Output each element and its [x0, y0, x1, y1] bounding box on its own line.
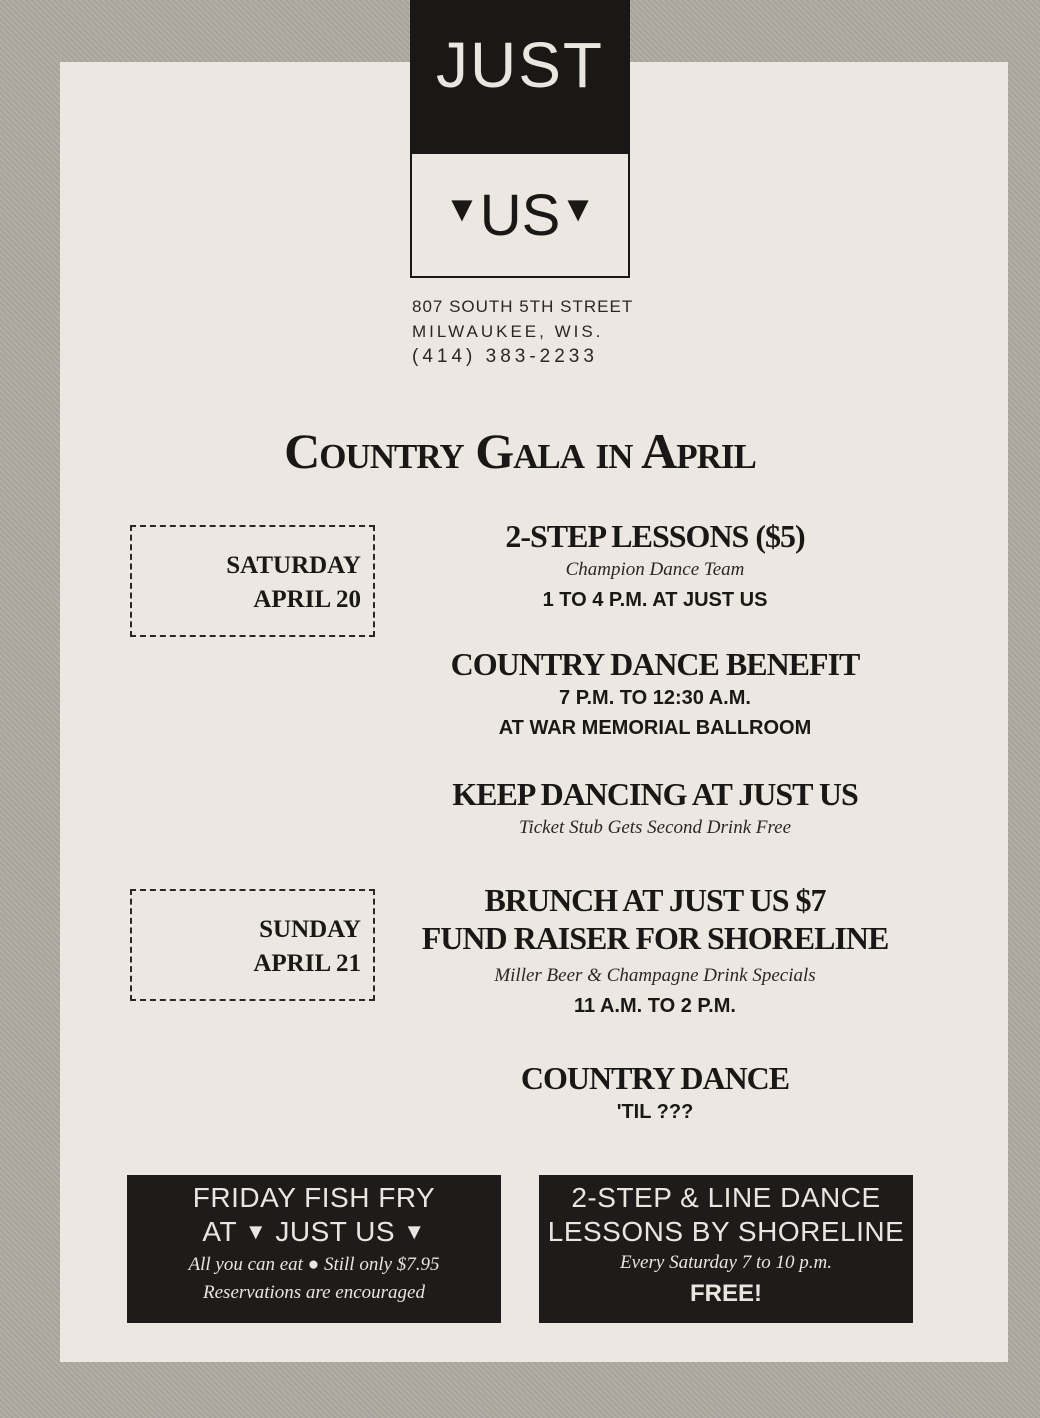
bullet-icon: ●	[307, 1254, 320, 1275]
event-time: 7 P.M. TO 12:30 A.M.	[559, 687, 751, 709]
date-box-saturday	[130, 525, 375, 637]
panel-free-text: FREE!	[690, 1280, 762, 1307]
panel-price-text: Still only $7.95	[323, 1254, 440, 1275]
event-title: COUNTRY DANCE	[520, 1060, 790, 1096]
panel-schedule: Every Saturday 7 to 10 p.m.	[620, 1252, 832, 1273]
address-phone: (414) 383-2233	[412, 346, 598, 367]
event-title: BRUNCH AT JUST US $7	[484, 882, 826, 918]
lessons-panel	[539, 1175, 913, 1323]
triangle-down-icon: ▼	[560, 188, 596, 229]
triangle-down-icon: ▼	[244, 1219, 268, 1244]
just-us-logo	[410, 0, 630, 278]
address-city: MILWAUKEE, WIS.	[412, 322, 604, 341]
address-street: 807 SOUTH 5TH STREET	[412, 297, 634, 316]
event-title: 2-STEP LESSONS ($5)	[505, 518, 805, 554]
event-time: 1 TO 4 P.M. AT JUST US	[542, 589, 768, 611]
event-brunch	[400, 881, 910, 1021]
panel-reservations: Reservations are encouraged	[203, 1282, 425, 1303]
triangle-down-icon: ▼	[403, 1219, 426, 1244]
event-subtitle: Champion Dance Team	[565, 559, 745, 580]
event-time: 'TIL ???	[616, 1101, 694, 1123]
event-location: AT WAR MEMORIAL BALLROOM	[498, 717, 812, 739]
event-subtitle: Miller Beer & Champagne Drink Specials	[494, 965, 816, 986]
event-subtitle: Ticket Stub Gets Second Drink Free	[518, 817, 792, 838]
logo-just-text: JUST	[436, 29, 604, 101]
fish-fry-panel	[127, 1175, 501, 1323]
date-day: SATURDAY	[226, 552, 361, 579]
event-country-dance	[400, 1059, 910, 1127]
panel-heading-2	[127, 1215, 501, 1251]
event-keep-dancing	[400, 775, 910, 843]
panel-venue-text: JUST US	[275, 1216, 396, 1247]
event-2step-lessons	[400, 517, 910, 615]
address-block	[412, 294, 672, 369]
logo-bottom-block	[412, 154, 628, 276]
panel-heading: FRIDAY FISH FRY	[192, 1182, 436, 1213]
event-title: KEEP DANCING AT JUST US	[452, 776, 858, 812]
date-day: SUNDAY	[259, 916, 361, 943]
panel-heading-2: LESSONS BY SHORELINE	[547, 1216, 905, 1247]
event-title: COUNTRY DANCE BENEFIT	[450, 646, 860, 682]
panel-offer	[127, 1251, 501, 1279]
date-box-sunday	[130, 889, 375, 1001]
date-date: APRIL 20	[253, 586, 361, 613]
page-title: Country Gala in April	[284, 423, 756, 479]
date-date: APRIL 21	[253, 950, 361, 977]
panel-at-text: AT	[202, 1216, 237, 1247]
panel-offer-text: All you can eat	[188, 1254, 303, 1275]
event-time: 11 A.M. TO 2 P.M.	[574, 995, 736, 1017]
logo-us-text: US	[479, 182, 561, 248]
event-title-2: FUND RAISER FOR SHORELINE	[421, 920, 889, 956]
triangle-down-icon: ▼	[444, 188, 480, 229]
event-dance-benefit	[400, 645, 910, 743]
panel-heading: 2-STEP & LINE DANCE	[571, 1182, 881, 1213]
logo-top-block	[412, 2, 628, 154]
